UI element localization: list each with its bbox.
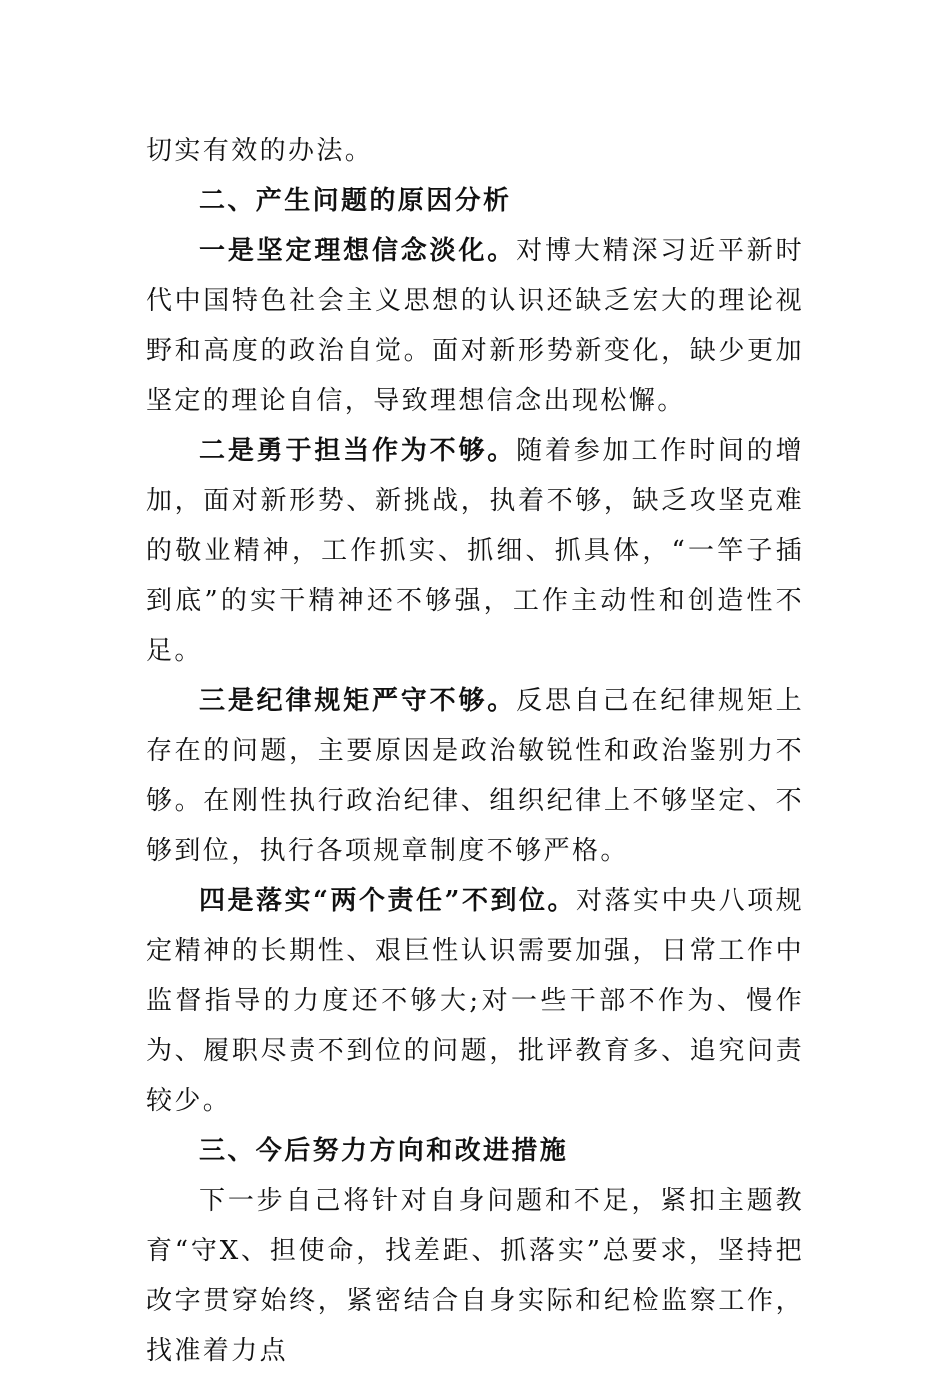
paragraph-text: 反思自己在纪律规矩上存在的问题，主要原因是政治敏锐性和政治鉴别力不够。在刚性执行政治纪律、组织纪律上不够坚定、不够到位，执行各项规章制度不够严格。 xyxy=(146,686,804,866)
paragraph-responsibility xyxy=(146,426,804,676)
heading-text: 三、今后努力方向和改进措施 xyxy=(199,1136,569,1166)
paragraph-text: 随着参加工作时间的增加，面对新形势、新挑战，执着不够，缺乏攻坚克难的敬业精神，工作抓实、抓细、抓具体，“一竿子插到底”的实干精神还不够强，工作主动性和创造性不足。 xyxy=(146,436,804,666)
paragraph-text: 对落实中央八项规定精神的长期性、艰巨性认识需要加强，日常工作中监督指导的力度还不够大;对一些干部不作为、慢作为、履职尽责不到位的问题，批评教育多、追究问责较少。 xyxy=(146,886,804,1116)
paragraph-lead: 一是坚定理想信念淡化。 xyxy=(199,236,517,266)
section-heading-improvement xyxy=(146,1126,804,1176)
heading-text: 二、产生问题的原因分析 xyxy=(199,186,512,216)
paragraph-two-responsibilities xyxy=(146,876,804,1126)
paragraph-next-steps xyxy=(146,1176,804,1376)
paragraph-discipline xyxy=(146,676,804,876)
paragraph-lead: 三是纪律规矩严守不够。 xyxy=(199,686,517,716)
document-body xyxy=(146,126,804,1376)
section-heading-cause-analysis xyxy=(146,176,804,226)
paragraph-text: 对博大精深习近平新时代中国特色社会主义思想的认识还缺乏宏大的理论视野和高度的政治自觉。面对新形势新变化，缺少更加坚定的理论自信，导致理想信念出现松懈。 xyxy=(146,236,804,416)
paragraph-text: 下一步自己将针对自身问题和不足，紧扣主题教育“守X、担使命，找差距、抓落实”总要求，坚持把改字贯穿始终，紧密结合自身实际和纪检监察工作，找准着力点 xyxy=(146,1186,804,1366)
paragraph-lead: 二是勇于担当作为不够。 xyxy=(199,436,517,466)
paragraph-ideals-faith xyxy=(146,226,804,426)
paragraph-lead: 四是落实“两个责任”不到位。 xyxy=(199,886,577,916)
paragraph-continuation xyxy=(146,126,804,176)
paragraph-text: 切实有效的办法。 xyxy=(146,136,374,166)
